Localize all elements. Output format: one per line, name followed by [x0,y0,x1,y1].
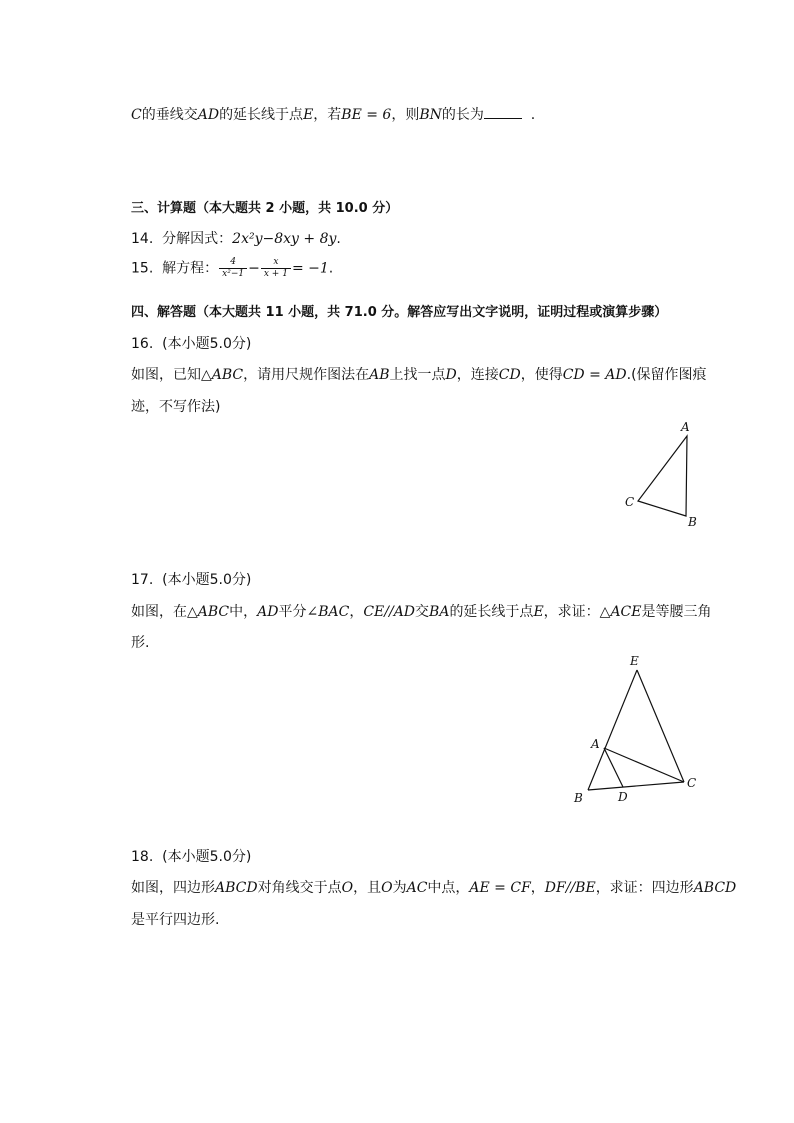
label-e: E [630,654,639,668]
question-17-text-line1: 如图，在△ABC中，AD平分∠BAC，CE//AD交BA的延长线于点E，求证：△ACE是等腰三角 [131,604,712,620]
question-16-text-line2: 迹，不写作法) [131,399,221,415]
answer-blank[interactable] [484,106,522,119]
question-18-header: 18. (本小题5.0分) [131,849,252,865]
figure-17-triangle [560,648,710,808]
fraction-2: $\frac{x}{x + 1}$ [261,257,291,280]
question-16-header: 16. (本小题5.0分) [131,336,252,352]
fraction-1: $\frac{4}{\text{x²−1}}$ [219,257,247,280]
label-b: B [688,515,697,529]
question-18-text-line1: 如图，四边形ABCD对角线交于点O，且O为AC中点，AE = CF，DF//BE，求证：四边形ABCD [131,880,737,896]
label-d: D [618,790,628,804]
label-b: B [574,791,583,805]
label-a: A [681,420,690,434]
question-17-header: 17. (本小题5.0分) [131,572,252,588]
figure-16-triangle [600,412,710,532]
question-16-text-line1: 如图，已知△ABC，请用尺规作图法在AB上找一点D，连接CD，使得CD = AD.(保留作图痕 [131,367,707,383]
section-3-heading: 三、计算题（本大题共 2 小题，共 10.0 分） [131,201,399,216]
q13-continuation: C的垂线交AD的延长线于点E，若BE = 6，则BN的长为 . [131,107,536,123]
question-17-text-line2: 形. [131,635,150,651]
label-c: C [625,495,635,509]
segment-be [588,670,637,790]
question-14: 14. 分解因式：2x²y−8xy + 8y. [131,231,341,247]
triangle-abc [638,436,687,516]
section-4-heading: 四、解答题（本大题共 11 小题，共 71.0 分。解答应写出文字说明，证明过程或演算步骤） [131,305,668,320]
label-a: A [591,737,600,751]
label-c: C [687,776,697,790]
question-18-text-line2: 是平行四边形. [131,912,220,928]
question-15: 15. 解方程： $\frac{4}{\text{x²−1}}$ − $\frac{x}{x + 1}$ = −1. [131,257,334,279]
segment-bc [588,782,684,790]
segment-ad [604,748,623,787]
